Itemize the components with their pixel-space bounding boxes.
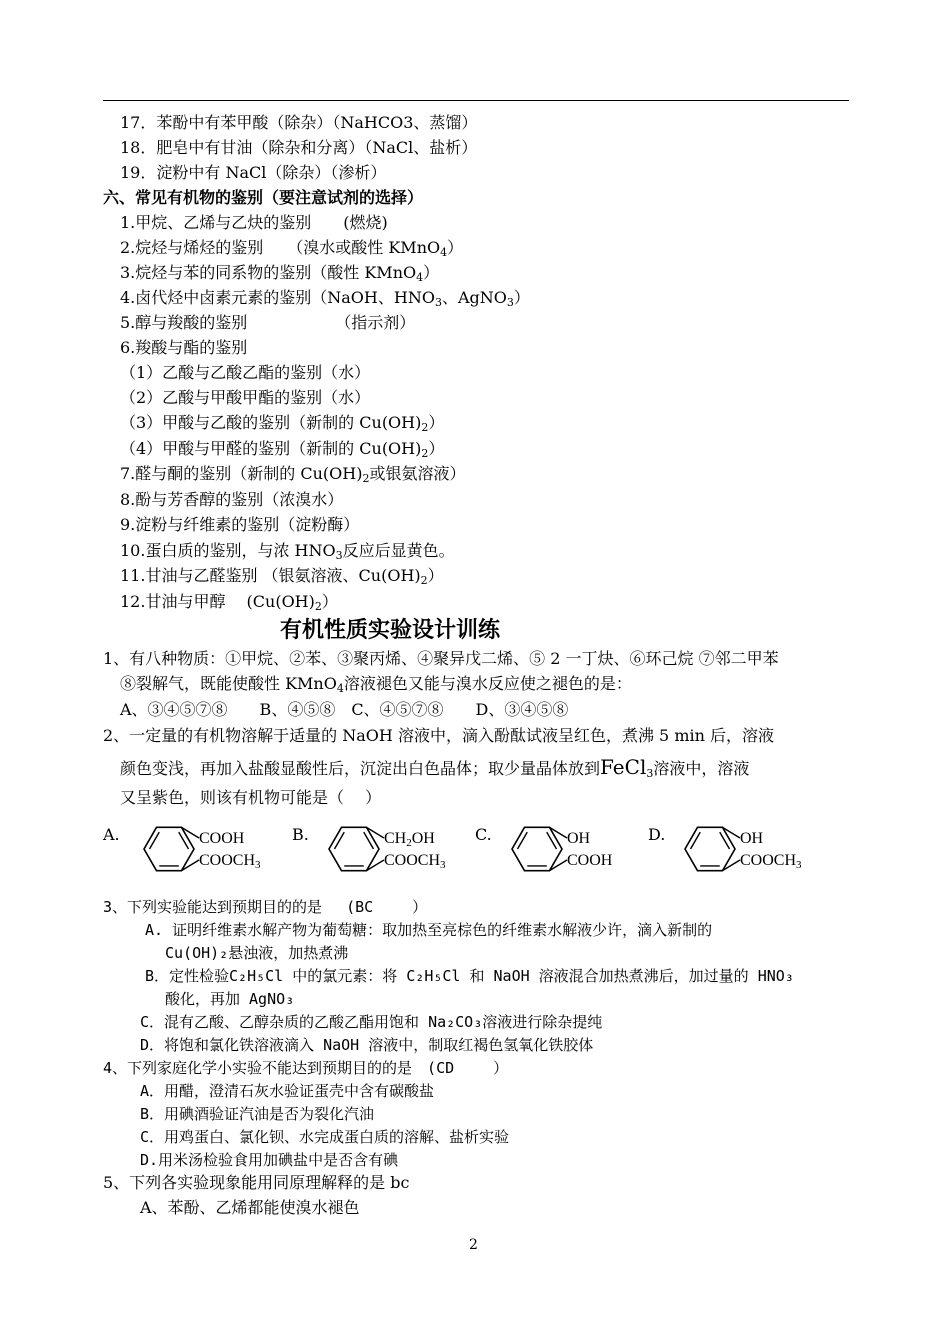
double-bond	[179, 832, 189, 849]
double-bond	[364, 832, 374, 849]
list-item: （2）乙酸与甲酸甲酯的鉴别（水）	[120, 388, 371, 407]
answer-option: D.用米汤检验食用加碘盐中是否含有碘	[140, 1151, 399, 1169]
list-item: 7.醛与酮的鉴别（新制的 $Cu(OH)_2$或银氨溶液）	[120, 464, 466, 485]
double-bond	[720, 832, 730, 849]
answer-option: A、苯酚、乙烯都能使溴水褪色	[140, 1198, 360, 1217]
substituent-bottom-label: COOCH3	[199, 852, 261, 871]
question-text: ⑧裂解气，既能使酸性 KMnO$_4$溶液褪色又能与溴水反应使之褪色的是：	[120, 674, 632, 695]
list-item: 12.甘油与甲醇 $(Cu(OH)_2)$	[120, 592, 338, 613]
list-item: 1.甲烷、乙烯与乙炔的鉴别 (燃烧)	[120, 213, 388, 232]
question-text: 3、下列实验能达到预期目的的是 (BC ）	[103, 898, 428, 916]
double-bond	[150, 832, 160, 849]
double-bond	[335, 832, 345, 849]
question-text: 5、下列各实验现象能用同原理解释的是 bc	[103, 1173, 410, 1192]
list-item: 11.甘油与乙醛鉴别 （银氨溶液、$Cu(OH)_2$）	[120, 566, 444, 587]
benzene-ring	[685, 827, 735, 870]
list-item: 18．肥皂中有甘油（除杂和分离）（NaCl、盐析）	[120, 138, 478, 157]
answer-option: B．用碘酒验证汽油是否为裂化汽油	[140, 1105, 375, 1123]
list-item: 9.淀粉与纤维素的鉴别（淀粉酶）	[120, 515, 360, 534]
benzene-ring	[329, 827, 379, 870]
substituent-top-label: CH2OH	[384, 830, 435, 849]
option-label: B.	[292, 825, 309, 844]
answer-option: Cu(OH)₂悬浊液，加热煮沸	[165, 944, 349, 962]
list-item: 2.烷烃与烯烃的鉴别 （溴水或酸性 KMnO$_4$）	[120, 238, 464, 259]
substituent-bottom-label: COOCH3	[740, 852, 802, 871]
option-label: A.	[103, 825, 120, 844]
list-item: （3）甲酸与乙酸的鉴别（新制的 $Cu(OH)_2$）	[120, 413, 445, 434]
page-title: 有机性质实验设计训练	[280, 617, 501, 643]
option-label: D.	[648, 825, 666, 844]
double-bond	[518, 832, 528, 849]
list-item: 6.羧酸与酯的鉴别	[120, 338, 248, 357]
substituent-top-label: OH	[567, 830, 591, 847]
section-heading: 六、常见有机物的鉴别（要注意试剂的选择）	[103, 188, 424, 207]
answer-options: A、③④⑤⑦⑧ B、④⑤⑧ C、④⑤⑦⑧ D、③④⑤⑧	[120, 700, 569, 719]
list-item: 5.醇与羧酸的鉴别 （指示剂）	[120, 313, 416, 332]
double-bond	[691, 832, 701, 849]
answer-option: C．混有乙酸、乙醇杂质的乙酸乙酯用饱和 Na₂CO₃溶液进行除杂提纯	[140, 1013, 603, 1031]
substituent-bottom-label: COOCH3	[384, 852, 446, 871]
question-text: 2、一定量的有机物溶解于适量的 NaOH 溶液中，滴入酚酞试液呈红色，煮沸 5 min 后，溶液	[103, 726, 774, 745]
answer-option: B．定性检验C₂H₅Cl 中的氯元素：将 C₂H₅Cl 和 NaOH 溶液混合加热煮沸后，加过量的 HNO₃	[145, 967, 794, 985]
question-text: 颜色变浅，再加入盐酸显酸性后，沉淀出白色晶体；取少量晶体放到FeCl$_3$溶液中，溶液	[120, 755, 750, 780]
list-item: （1）乙酸与乙酸乙酯的鉴别（水）	[120, 363, 371, 382]
answer-option: D．将饱和氯化铁溶液滴入 NaOH 溶液中，制取红褐色氢氧化铁胶体	[140, 1036, 594, 1054]
substituent-top-label: OH	[740, 830, 764, 847]
answer-option: 酸化，再加 AgNO₃	[165, 990, 295, 1008]
list-item: 19．淀粉中有 NaCl（除杂）（渗析）	[120, 163, 387, 182]
answer-option: A．用醋，澄清石灰水验证蛋壳中含有碳酸盐	[140, 1082, 435, 1100]
substituent-bottom-label: COOH	[567, 852, 613, 869]
header-rule	[103, 100, 849, 101]
benzene-ring	[512, 827, 562, 870]
answer-option: A. 证明纤维素水解产物为葡萄糖：取加热至亮棕色的纤维素水解液少许，滴入新制的	[145, 921, 713, 939]
question-text: 4、下列家庭化学小实验不能达到预期目的的是 (CD ）	[103, 1059, 509, 1077]
benzene-structure	[135, 818, 315, 880]
benzene-ring	[144, 827, 194, 870]
list-item: 10.蛋白质的鉴别，与浓 $HNO_3$反应后显黄色。	[120, 541, 455, 562]
option-label: C.	[475, 825, 492, 844]
list-item: （4）甲酸与甲醛的鉴别（新制的 $Cu(OH)_2$）	[120, 439, 445, 460]
page-number: 2	[469, 1237, 478, 1253]
list-item: 8.酚与芳香醇的鉴别（浓溴水）	[120, 490, 344, 509]
list-item: 4.卤代烃中卤素元素的鉴别（NaOH、$HNO_3$、AgNO$_3$）	[120, 288, 530, 309]
list-item: 3.烷烃与苯的同系物的鉴别（酸性 KMnO$_4$）	[120, 263, 440, 284]
answer-option: C．用鸡蛋白、氯化钡、水完成蛋白质的溶解、盐析实验	[140, 1128, 510, 1146]
question-text: 又呈紫色，则该有机物可能是（ ）	[120, 788, 382, 807]
benzene-structure	[320, 818, 500, 880]
question-text: 1、有八种物质：①甲烷、②苯、③聚丙烯、④聚异戊二烯、⑤ 2 一丁炔、⑥环己烷 ⑦邻二甲苯	[103, 649, 779, 668]
benzene-structure	[676, 818, 856, 880]
double-bond	[547, 832, 557, 849]
list-item: 17．苯酚中有苯甲酸（除杂）（NaHCO3、蒸馏）	[120, 113, 478, 132]
substituent-top-label: COOH	[199, 830, 245, 847]
